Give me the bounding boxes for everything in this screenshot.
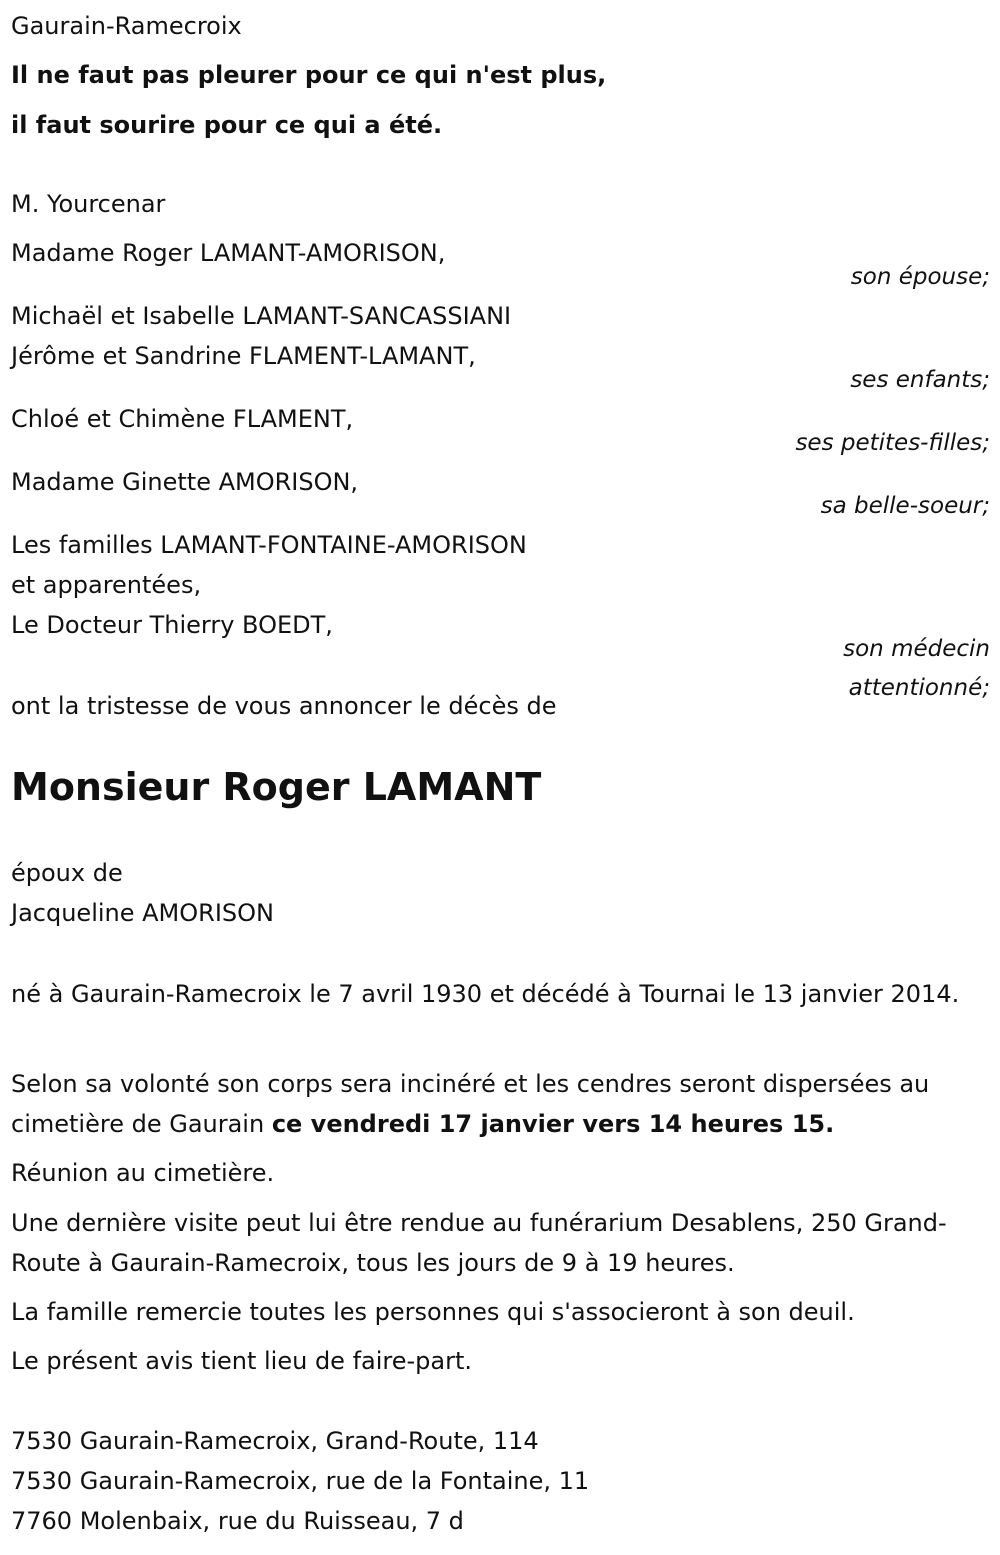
sister-in-law: Madame Ginette AMORISON, [11, 468, 359, 496]
families-line-1: Les familles LAMANT-FONTAINE-AMORISON [11, 531, 527, 559]
birth-death-text: né à Gaurain-Ramecroix le 7 avril 1930 et décédé à Tournai le 13 janvier 2014. [11, 980, 960, 1008]
meeting-text: Réunion au cimetière. [11, 1159, 275, 1187]
quote-author: M. Yourcenar [11, 190, 166, 218]
grandchildren: Chloé et Chimène FLAMENT, [11, 405, 354, 433]
quote-line-1: Il ne faut pas pleurer pour ce qui n'est plus, [11, 61, 607, 89]
spouse-full-name: Jacqueline AMORISON [11, 899, 274, 927]
spouse-role: son épouse; [850, 264, 990, 290]
child-2: Jérôme et Sandrine FLAMENT-LAMANT, [11, 342, 476, 370]
families-line-2: et apparentées, [11, 571, 202, 599]
doctor-role-2: attentionné; [848, 675, 990, 701]
sister-in-law-role: sa belle-soeur; [820, 493, 990, 519]
children-role: ses enfants; [850, 367, 990, 393]
cremation-paragraph [11, 1064, 996, 1144]
quote-line-2: il faut sourire pour ce qui a été. [11, 111, 443, 139]
cremation-text: Selon sa volonté son corps sera incinéré et les cendres seront dispersées au cimetière de Gaurain [11, 1070, 930, 1138]
address-line: 7530 Gaurain-Ramecroix, Grand-Route, 114 [11, 1427, 539, 1455]
child-1: Michaël et Isabelle LAMANT-SANCASSIANI [11, 302, 512, 330]
grandchildren-role: ses petites-filles; [795, 430, 990, 456]
announcement-intro: ont la tristesse de vous annoncer le décès de [11, 692, 557, 720]
cremation-date: ce vendredi 17 janvier vers 14 heures 15. [271, 1110, 835, 1138]
doctor-role-1: son médecin [843, 636, 990, 662]
location-heading: Gaurain-Ramecroix [11, 12, 242, 40]
address-line: 7530 Gaurain-Ramecroix, rue de la Fontaine, 11 [11, 1467, 590, 1495]
doctor-name: Le Docteur Thierry BOEDT, [11, 611, 333, 639]
spouse-name: Madame Roger LAMANT-AMORISON, [11, 239, 446, 267]
deceased-name: Monsieur Roger LAMANT [11, 765, 542, 809]
spouse-label: époux de [11, 859, 123, 887]
notice-text: Le présent avis tient lieu de faire-part. [11, 1347, 473, 1375]
visit-text: Une dernière visite peut lui être rendue au funérarium Desablens, 250 Grand-Route à Gaurain-Ramecroix, tous les jours de 9 à 19 heures. [11, 1209, 947, 1277]
thanks-text: La famille remercie toutes les personnes qui s'associeront à son deuil. [11, 1298, 855, 1326]
address-line: 7760 Molenbaix, rue du Ruisseau, 7 d [11, 1507, 464, 1535]
